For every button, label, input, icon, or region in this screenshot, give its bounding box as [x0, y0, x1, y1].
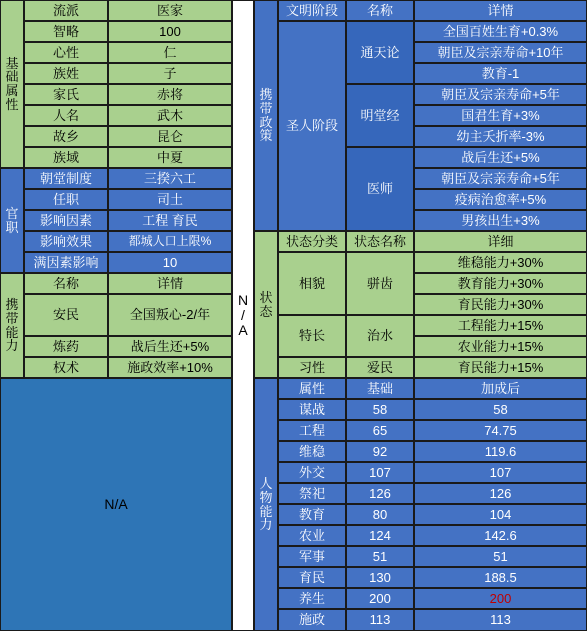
basic-key: 心性	[24, 42, 108, 63]
office-key: 满因素影响	[24, 252, 108, 273]
personal-base: 80	[346, 504, 414, 525]
personal-attr: 工程	[278, 420, 346, 441]
office-value: 三揆六工	[108, 168, 232, 189]
carry-ability-detail: 施政效率+10%	[108, 357, 232, 378]
carry-ability-detail: 全国叛心-2/年	[108, 294, 232, 336]
personal-base: 65	[346, 420, 414, 441]
policy-detail: 国君生育+3%	[414, 105, 587, 126]
personal-bonus: 51	[414, 546, 587, 567]
policy-detail: 朝臣及宗亲寿命+5年	[414, 84, 587, 105]
office-key: 朝堂制度	[24, 168, 108, 189]
basic-key: 族域	[24, 147, 108, 168]
policy-name: 医师	[346, 147, 414, 231]
policy-header-detail: 详情	[414, 0, 587, 21]
office-key: 影响因素	[24, 210, 108, 231]
personal-base: 51	[346, 546, 414, 567]
personal-base: 200	[346, 588, 414, 609]
personal-base: 126	[346, 483, 414, 504]
basic-value: 仁	[108, 42, 232, 63]
personal-section-label: 人 物 能 力	[254, 378, 278, 631]
basic-value: 赤将	[108, 84, 232, 105]
personal-attr: 维稳	[278, 441, 346, 462]
personal-attr: 军事	[278, 546, 346, 567]
personal-bonus: 142.6	[414, 525, 587, 546]
status-detail: 育民能力+30%	[414, 294, 587, 315]
policy-detail: 男孩出生+3%	[414, 210, 587, 231]
status-header-name: 状态名称	[346, 231, 414, 252]
status-name: 骈齿	[346, 252, 414, 315]
basic-key: 族姓	[24, 63, 108, 84]
bottom-left-na: N/A	[0, 378, 232, 631]
carry-ability-section-label: 携 带 能 力	[0, 273, 24, 378]
personal-attr: 施政	[278, 609, 346, 631]
policy-name: 通天论	[346, 21, 414, 84]
policy-detail: 朝臣及宗亲寿命+10年	[414, 42, 587, 63]
personal-attr: 外交	[278, 462, 346, 483]
policy-name: 明堂经	[346, 84, 414, 147]
personal-header-attr: 属性	[278, 378, 346, 399]
personal-bonus: 119.6	[414, 441, 587, 462]
basic-value: 100	[108, 21, 232, 42]
personal-base: 113	[346, 609, 414, 631]
office-key: 影响效果	[24, 231, 108, 252]
personal-bonus: 107	[414, 462, 587, 483]
status-header-detail: 详细	[414, 231, 587, 252]
status-header-category: 状态分类	[278, 231, 346, 252]
personal-header-base: 基础	[346, 378, 414, 399]
personal-base: 92	[346, 441, 414, 462]
status-name: 爱民	[346, 357, 414, 378]
policy-section-label: 携 带 政 策	[254, 0, 278, 231]
office-value: 10	[108, 252, 232, 273]
office-value: 都城人口上限%	[108, 231, 232, 252]
carry-ability-name: 炼药	[24, 336, 108, 357]
carry-ability-detail: 战后生还+5%	[108, 336, 232, 357]
status-detail: 育民能力+15%	[414, 357, 587, 378]
basic-key: 家氏	[24, 84, 108, 105]
policy-detail: 战后生还+5%	[414, 147, 587, 168]
personal-bonus: 113	[414, 609, 587, 631]
personal-attr: 教育	[278, 504, 346, 525]
middle-na: N / A	[232, 0, 254, 631]
policy-detail: 幼主夭折率-3%	[414, 126, 587, 147]
policy-detail: 教育-1	[414, 63, 587, 84]
basic-value: 中夏	[108, 147, 232, 168]
personal-attr: 祭祀	[278, 483, 346, 504]
policy-detail: 朝臣及宗亲寿命+5年	[414, 168, 587, 189]
basic-key: 智略	[24, 21, 108, 42]
personal-attr: 养生	[278, 588, 346, 609]
personal-base: 124	[346, 525, 414, 546]
personal-header-bonus: 加成后	[414, 378, 587, 399]
basic-key: 流派	[24, 0, 108, 21]
personal-bonus: 74.75	[414, 420, 587, 441]
basic-value: 武木	[108, 105, 232, 126]
policy-detail: 疫病治愈率+5%	[414, 189, 587, 210]
basic-key: 人名	[24, 105, 108, 126]
personal-base: 130	[346, 567, 414, 588]
personal-bonus: 58	[414, 399, 587, 420]
personal-bonus: 104	[414, 504, 587, 525]
personal-bonus: 126	[414, 483, 587, 504]
status-category: 习性	[278, 357, 346, 378]
carry-ability-header-detail: 详情	[108, 273, 232, 294]
status-detail: 教育能力+30%	[414, 273, 587, 294]
office-value: 工程 育民	[108, 210, 232, 231]
personal-bonus-highlighted: 200	[414, 588, 587, 609]
status-category: 特长	[278, 315, 346, 357]
status-category: 相貌	[278, 252, 346, 315]
status-detail: 维稳能力+30%	[414, 252, 587, 273]
personal-base: 58	[346, 399, 414, 420]
personal-base: 107	[346, 462, 414, 483]
carry-ability-header-name: 名称	[24, 273, 108, 294]
status-section-label: 状 态	[254, 231, 278, 378]
office-key: 任职	[24, 189, 108, 210]
personal-bonus: 188.5	[414, 567, 587, 588]
policy-header-stage: 文明阶段	[278, 0, 346, 21]
basic-value: 子	[108, 63, 232, 84]
policy-header-name: 名称	[346, 0, 414, 21]
carry-ability-name: 安民	[24, 294, 108, 336]
basic-key: 故乡	[24, 126, 108, 147]
basic-value: 昆仑	[108, 126, 232, 147]
status-detail: 农业能力+15%	[414, 336, 587, 357]
basic-value: 医家	[108, 0, 232, 21]
status-detail: 工程能力+15%	[414, 315, 587, 336]
policy-stage: 圣人阶段	[278, 21, 346, 231]
personal-attr: 育民	[278, 567, 346, 588]
basic-section-label: 基 础 属 性	[0, 0, 24, 168]
office-section-label: 官 职	[0, 168, 24, 273]
carry-ability-name: 权术	[24, 357, 108, 378]
status-name: 治水	[346, 315, 414, 357]
office-value: 司土	[108, 189, 232, 210]
personal-attr: 农业	[278, 525, 346, 546]
personal-attr: 谋战	[278, 399, 346, 420]
policy-detail: 全国百姓生育+0.3%	[414, 21, 587, 42]
